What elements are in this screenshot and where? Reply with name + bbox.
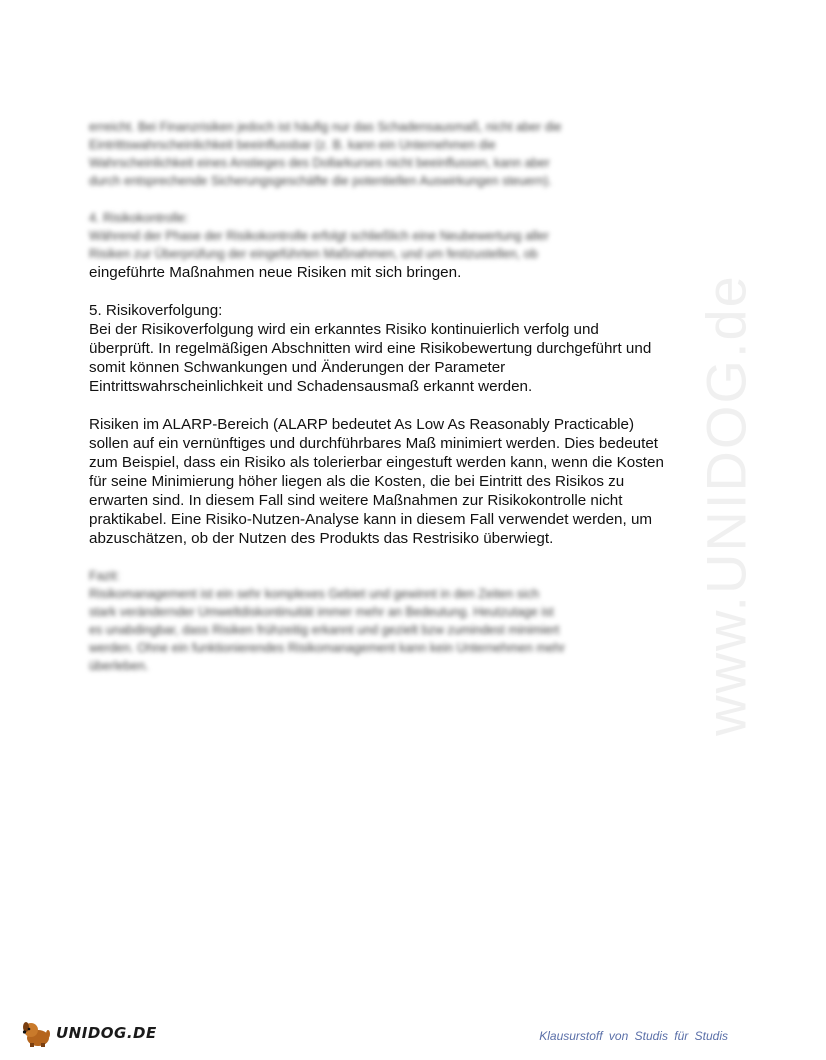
section-risikokontrolle [89,209,659,282]
text-line: Wahrscheinlichkeit eines Anstieges des Dollarkurses nicht beeinflussen, kann aber [89,156,550,170]
dog-mascot-icon [20,1018,54,1048]
text-line: werden. Ohne ein funktionierendes Risikomanagement kann kein Unternehmen mehr [89,641,566,655]
text-line: Während der Phase der Risikokontrolle erfolgt schließlich eine Neubewertung aller [89,229,549,243]
fazit-paragraph-blurred [89,567,659,675]
text-line: zum Beispiel, dass ein Risiko als tolerierbar eingestuft werden kann, wenn die Kosten [89,454,664,471]
text-line: erreicht. Bei Finanzrisiken jedoch ist häufig nur das Schadensausmaß, nicht aber die [89,120,562,134]
text-line: Eintrittswahrscheinlichkeit beeinflussbar (z. B. kann ein Unternehmen die [89,138,496,152]
text-line: abzuschätzen, ob der Nutzen des Produkts das Restrisiko überwiegt. [89,530,554,547]
text-line: es unabdingbar, dass Risiken frühzeitig erkannt und gezielt bzw zumindest minimiert [89,623,560,637]
text-line: überprüft. In regelmäßigen Abschnitten wird eine Risikobewertung durchgeführt und [89,340,652,357]
section-heading: 4. Risikokontrolle: [89,211,189,225]
text-line: praktikabel. Eine Risiko-Nutzen-Analyse kann in diesem Fall verwendet werden, um [89,511,653,528]
text-line: sollen auf ein vernünftiges und durchführbares Maß minimiert werden. Dies bedeutet [89,435,658,452]
text-line: Bei der Risikoverfolgung wird ein erkanntes Risiko kontinuierlich verfolg und [89,321,599,338]
text-line: somit können Schwankungen und Änderungen der Parameter [89,359,506,376]
text-line: Eintrittswahrscheinlichkeit und Schadensausmaß erkannt werden. [89,378,533,395]
text-line: Risiken im ALARP-Bereich (ALARP bedeutet As Low As Reasonably Practicable) [89,416,635,433]
section-heading: 5. Risikoverfolgung: [89,302,223,319]
text-line: Risikomanagement ist ein sehr komplexes Gebiet und gewinnt in den Zeiten sich [89,587,540,601]
unidog-logo[interactable] [20,1018,157,1048]
footer-tagline: Klausurstoff von Studis für Studis [539,1029,728,1043]
watermark-text: www.UNIDOG.de [694,274,758,736]
alarp-paragraph [89,415,664,548]
section-risikoverfolgung [89,301,659,396]
logo-text: UNIDOG.DE [56,1024,157,1042]
text-line: erwarten sind. In diesem Fall sind weitere Maßnahmen zur Risikokontrolle nicht [89,492,623,509]
text-line: stark verändernder Umweltdiskontinuität immer mehr an Bedeutung. Heutzutage ist [89,605,554,619]
section-heading: Fazit: [89,569,120,583]
text-line: Risiken zur Überprüfung der eingeführten Maßnahmen, und um festzustellen, ob [89,247,538,261]
text-line: eingeführte Maßnahmen neue Risiken mit sich bringen. [89,264,462,281]
text-line: für seine Minimierung höher liegen als die Kosten, die bei Eintritt des Risikos zu [89,473,625,490]
intro-paragraph-blurred [89,118,659,190]
text-line: durch entsprechende Sicherungsgeschäfte die potentiellen Auswirkungen steuern). [89,174,552,188]
document-body [89,118,664,694]
text-line: überleben. [89,659,149,673]
